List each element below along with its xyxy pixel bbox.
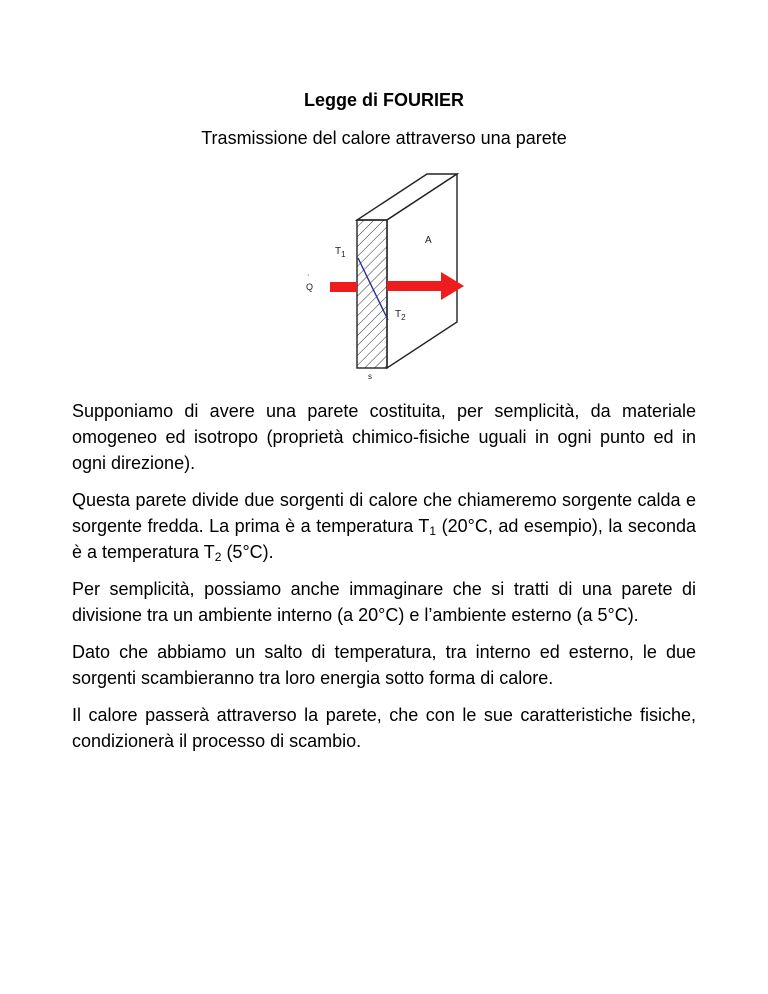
paragraph-4: Dato che abbiamo un salto di temperatura, tra interno ed esterno, le due sorgenti scambieranno tra loro energia sotto forma di calore.: [72, 642, 696, 688]
label-q: Q: [306, 282, 314, 292]
body-text: [72, 398, 696, 765]
heat-flow-arrow-in: [330, 282, 357, 292]
label-area: A: [425, 235, 432, 246]
page-title: Legge di FOURIER: [303, 90, 464, 110]
wall-diagram: [295, 170, 475, 382]
paragraph-3: Per semplicità, possiamo anche immaginare che si tratti di una parete di divisione tra un ambiente interno (a 20°C) e l’ambiente esterno (a 5°C).: [72, 579, 696, 625]
paragraph-1: Supponiamo di avere una parete costituita, per semplicità, da materiale omogeneo ed isotropo (proprietà chimico-fisiche uguali in ogni punto ed in ogni direzione).: [72, 401, 696, 473]
wall-front-face: [357, 220, 387, 368]
label-q-dot: ˙: [307, 274, 311, 285]
label-thickness: s: [368, 372, 372, 381]
heat-flow-arrow-out-shaft: [387, 281, 441, 291]
page-subtitle: Trasmissione del calore attraverso una parete: [201, 128, 567, 148]
paragraph-2: Questa parete divide due sorgenti di calore che chiameremo sorgente calda e sorgente fredda. La prima è a temperatura $T_1$ (20°C, ad esempio), la seconda è a temperatura $T_2$ (5°C).: [72, 490, 696, 564]
label-t1: $T_1$: [335, 246, 346, 259]
label-t2: $T_2$: [395, 309, 406, 322]
paragraph-5: Il calore passerà attraverso la parete, che con le sue caratteristiche fisiche, condizionerà il processo di scambio.: [72, 705, 696, 751]
